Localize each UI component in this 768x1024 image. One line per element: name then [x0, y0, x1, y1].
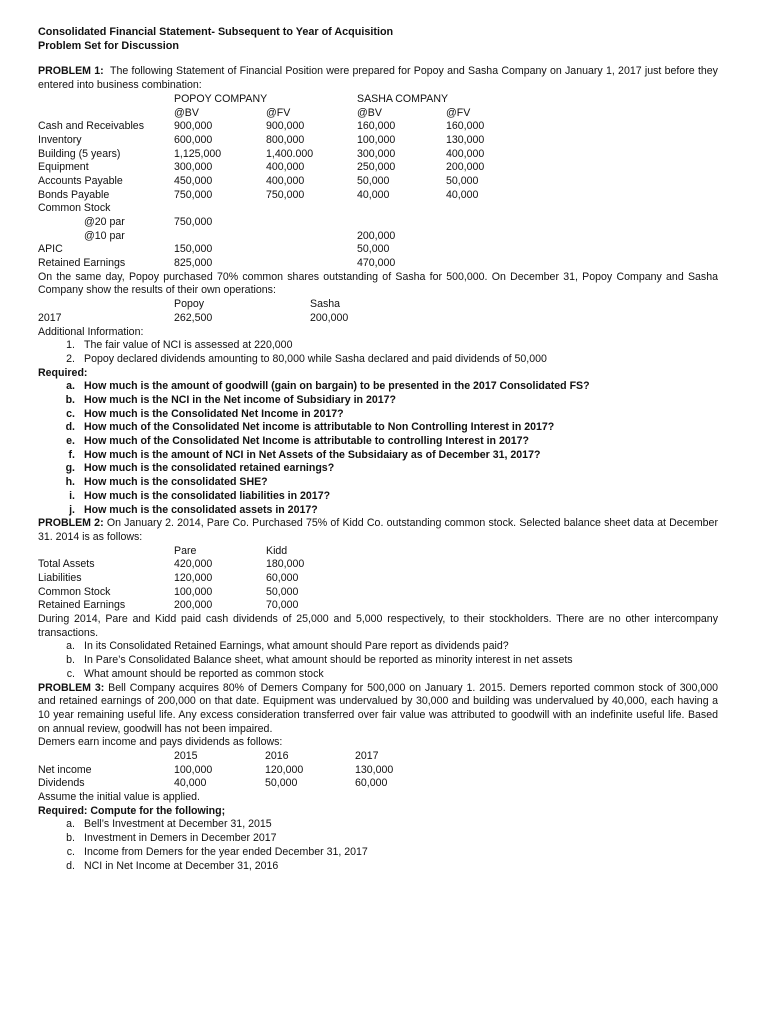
table-row: Total Assets 420,000 180,000 — [38, 558, 305, 571]
list-item: e. How much of the Consolidated Net Income is attributable to controlling Interest in 2017? — [66, 435, 529, 448]
problem-3-intro: PROBLEM 3: Bell Company acquires 80% of Demers Company for 500,000 on January 1. 2015. Demers reported common stock of 300,000 and retained earnings of 200,000 on that date. Equipment was undervalued by 30,000 and building was undervalued by 40,000, each having a 10 year remaining useful life. Any excess consideration transferred over fair value was attributed to goodwill with an indefinite useful life. Based on annual review, goodwill has not been impaired. — [38, 681, 718, 735]
problem-3-table — [38, 750, 718, 791]
table-header-row: Pare Kidd — [174, 544, 288, 557]
table-row: Cash and Receivables 900,000 900,000 160,000 160,000 — [38, 120, 485, 133]
table-row: APIC 150,000 50,000 — [38, 243, 390, 256]
additional-info-list — [38, 339, 718, 366]
table-header-row: POPOY COMPANY SASHA COMPANY — [174, 92, 449, 105]
table-row: Inventory 600,000 800,000 100,000 130,000 — [38, 133, 485, 146]
table-row: Bonds Payable 750,000 750,000 40,000 40,000 — [38, 188, 479, 201]
problem-3-label: PROBLEM 3: — [38, 681, 105, 694]
problem-1-same-day: On the same day, Popoy purchased 70% common shares outstanding of Sasha for 500,000. On December 31, Popoy Company and Sasha Company show the results of their own operations: — [38, 270, 718, 297]
list-item: h. How much is the consolidated SHE? — [65, 476, 268, 489]
additional-info-label: Additional Information: — [38, 325, 144, 338]
document-title: Consolidated Financial Statement- Subsequent to Year of Acquisition — [38, 26, 394, 38]
table-row: @20 par 750,000 — [84, 216, 213, 228]
table-row: Dividends 40,000 50,000 60,000 — [38, 777, 388, 790]
list-item: i. How much is the consolidated liabilities in 2017? — [69, 489, 331, 502]
document-page — [38, 26, 718, 873]
problem-2-table — [38, 545, 718, 613]
table-row: Building (5 years) 1,125,000 1,400.000 300,000 400,000 — [38, 147, 485, 160]
table-row: @10 par 200,000 — [84, 229, 396, 242]
document-subtitle: Problem Set for Discussion — [38, 39, 179, 52]
problem-3-assume: Assume the initial value is applied. — [38, 791, 200, 804]
problem-1-label: PROBLEM 1: — [38, 65, 104, 78]
table-row: Retained Earnings 200,000 70,000 — [38, 599, 299, 612]
list-item: f. How much is the amount of NCI in Net Assets of the Subsidaiary as of December 31, 2017? — [68, 448, 541, 461]
list-item: g. How much is the consolidated retained earnings? — [65, 462, 335, 475]
table-row: Retained Earnings 825,000 470,000 — [38, 257, 396, 270]
table-header-row: @BV @FV @BV @FV — [174, 106, 471, 119]
list-item: c. What amount should be reported as common stock — [66, 667, 324, 680]
problem-2-questions — [38, 640, 718, 681]
problem-3-required-label: Required: Compute for the following; — [38, 804, 226, 817]
list-item: 1. The fair value of NCI is assessed at 220,000 — [66, 339, 293, 352]
table-header-row: 2015 2016 2017 — [174, 750, 379, 763]
table-header-row: Popoy Sasha — [174, 298, 341, 311]
list-item: c. How much is the Consolidated Net Income in 2017? — [66, 407, 344, 420]
list-item: b. Investment in Demers in December 2017 — [66, 832, 277, 845]
list-item: a. How much is the amount of goodwill (gain on bargain) to be presented in the 2017 Consolidated FS? — [66, 380, 590, 393]
list-item: a. In its Consolidated Retained Earnings, what amount should Pare report as dividends paid? — [66, 640, 509, 653]
list-item: b. How much is the NCI in the Net income of Subsidiary in 2017? — [65, 394, 396, 406]
table-row: Accounts Payable 450,000 400,000 50,000 50,000 — [38, 174, 479, 187]
table-row: Net income 100,000 120,000 130,000 — [38, 763, 394, 776]
problem-1-table — [38, 93, 718, 271]
problem-1-intro: PROBLEM 1: The following Statement of Financial Position were prepared for Popoy and Sasha Company on January 1, 2017 just before they entered into business combination: — [38, 65, 718, 92]
problem-3-earn-line: Demers earn income and pays dividends as follows: — [38, 736, 283, 749]
required-list — [38, 380, 718, 517]
list-item: b. In Pare’s Consolidated Balance sheet, what amount should be reported as minority interest in net assets — [66, 654, 573, 667]
table-row: Common Stock 100,000 50,000 — [38, 585, 299, 598]
list-item: j. How much is the consolidated assets in 2017? — [69, 503, 318, 516]
table-row: Equipment 300,000 400,000 250,000 200,000 — [38, 161, 485, 174]
table-row: 2017 262,500 200,000 — [38, 311, 349, 324]
table-row: Common Stock — [38, 202, 111, 215]
problem-1-ops-table — [38, 298, 718, 325]
required-label: Required: — [38, 366, 88, 379]
table-row: Liabilities 120,000 60,000 — [38, 571, 299, 584]
list-item: d. NCI in Net Income at December 31, 2016 — [66, 859, 279, 872]
problem-2-label: PROBLEM 2: — [38, 517, 104, 530]
problem-2-intro: PROBLEM 2: On January 2. 2014, Pare Co. Purchased 75% of Kidd Co. outstanding common stock. Selected balance sheet data at December 31. 2014 is as follows: — [38, 517, 718, 543]
list-item: c. Income from Demers for the year ended December 31, 2017 — [66, 845, 368, 858]
list-item: d. How much of the Consolidated Net income is attributable to Non Controlling Interest in 2017? — [65, 421, 555, 434]
problem-2-during: During 2014, Pare and Kidd paid cash dividends of 25,000 and 5,000 respectively, to their stockholders. There are no other intercompany transactions. — [38, 613, 718, 639]
problem-3-required-list — [38, 818, 718, 873]
list-item: a. Bell’s Investment at December 31, 2015 — [66, 818, 272, 831]
list-item: 2. Popoy declared dividends amounting to 80,000 while Sasha declared and paid dividends of 50,000 — [66, 352, 547, 365]
